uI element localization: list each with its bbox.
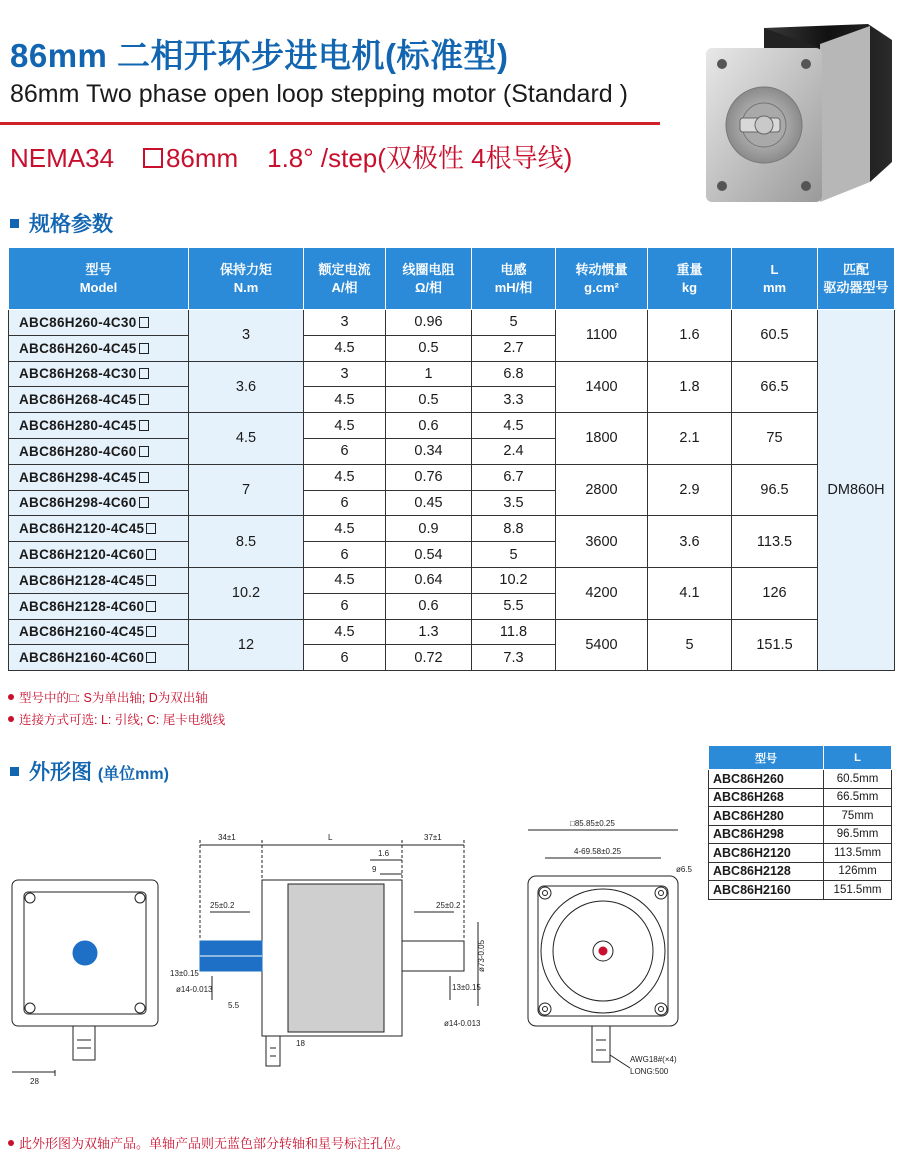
- model-cell: ABC86H280-4C45: [9, 413, 189, 439]
- spec-cell: 0.96: [386, 310, 472, 336]
- spec-cell: 4200: [556, 567, 648, 619]
- model-cell: ABC86H298-4C45: [9, 464, 189, 490]
- spec-cell: 4.5: [304, 335, 386, 361]
- spec-header-col: 额定电流 A/相: [304, 248, 386, 310]
- dim-73: ø73-0.05: [477, 939, 486, 972]
- spec-cell: 0.9: [386, 516, 472, 542]
- length-value: 113.5mm: [824, 844, 892, 863]
- spec-cell: 4.5: [472, 413, 556, 439]
- length-model: ABC86H268: [709, 788, 824, 807]
- spec-cell: 2.9: [648, 464, 732, 516]
- spec-cell: 6.8: [472, 361, 556, 387]
- spec-cell: 3: [304, 361, 386, 387]
- spec-cell: 4.5: [304, 413, 386, 439]
- dim-6-5: ø6.5: [676, 865, 693, 874]
- spec-cell: 0.76: [386, 464, 472, 490]
- spec-cell: 1: [386, 361, 472, 387]
- spec-cell: 1.3: [386, 619, 472, 645]
- footer-note: 此外形图为双轴产品。单轴产品则无蓝色部分转轴和星号标注孔位。: [8, 1133, 409, 1152]
- dim-85-85: □85.85±0.25: [570, 819, 615, 828]
- length-value: 151.5mm: [824, 881, 892, 900]
- spec-cell: 0.6: [386, 413, 472, 439]
- dim-1-6: 1.6: [378, 849, 390, 858]
- model-cell: ABC86H260-4C30: [9, 310, 189, 336]
- spec-nema: NEMA34: [10, 143, 115, 173]
- table-row: [9, 464, 895, 490]
- dim-13-left: 13±0.15: [170, 969, 199, 978]
- spec-header-col: 电感 mH/相: [472, 248, 556, 310]
- dim-34: 34±1: [218, 833, 236, 842]
- spec-cell: 3: [189, 310, 304, 362]
- spec-cell: 4.5: [304, 619, 386, 645]
- model-cell: ABC86H2128-4C45: [9, 567, 189, 593]
- bullet-icon: [8, 694, 14, 700]
- spec-cell: 3600: [556, 516, 648, 568]
- length-table-header-model: 型号: [709, 746, 824, 770]
- spec-cell: 0.45: [386, 490, 472, 516]
- spec-cell: DM860H: [818, 310, 895, 671]
- spec-table-header: [9, 248, 895, 310]
- table-row: [9, 516, 895, 542]
- spec-cell: 3.3: [472, 387, 556, 413]
- length-value: 96.5mm: [824, 825, 892, 844]
- spec-cell: 151.5: [732, 619, 818, 671]
- spec-cell: 4.1: [648, 567, 732, 619]
- length-table-header-l: L: [824, 746, 892, 770]
- option-box-icon: [139, 368, 149, 379]
- square-icon: [143, 148, 163, 168]
- motor-photo: [702, 22, 894, 208]
- spec-cell: 1400: [556, 361, 648, 413]
- length-model: ABC86H260: [709, 770, 824, 789]
- page-title-en: 86mm Two phase open loop stepping motor (Standard ): [10, 80, 628, 108]
- option-box-icon: [139, 446, 149, 457]
- spec-cell: 6: [304, 438, 386, 464]
- spec-cell: 8.8: [472, 516, 556, 542]
- dim-69-58: 4-69.58±0.25: [574, 847, 622, 856]
- spec-header-col: 型号 Model: [9, 248, 189, 310]
- table-row: [9, 413, 895, 439]
- spec-size: 86mm: [165, 143, 239, 173]
- spec-cell: 1100: [556, 310, 648, 362]
- spec-cell: 4.5: [304, 387, 386, 413]
- length-model: ABC86H2120: [709, 844, 824, 863]
- dim-37: 37±1: [424, 833, 442, 842]
- section-specs-title: 规格参数: [10, 208, 113, 238]
- section-bullet: [10, 219, 19, 228]
- option-box-icon: [146, 652, 156, 663]
- dim-25-left: 25±0.2: [210, 901, 235, 910]
- spec-cell: 113.5: [732, 516, 818, 568]
- option-box-icon: [146, 523, 156, 534]
- length-value: 66.5mm: [824, 788, 892, 807]
- spec-cell: 66.5: [732, 361, 818, 413]
- length-value: 126mm: [824, 862, 892, 881]
- section-bullet: [10, 767, 19, 776]
- spec-cell: 4.5: [304, 567, 386, 593]
- dim-5-5: 5.5: [228, 1001, 240, 1010]
- spec-cell: 96.5: [732, 464, 818, 516]
- dim-13-right: 13±0.15: [452, 983, 481, 992]
- spec-header-col: 匹配 驱动器型号: [818, 248, 895, 310]
- dim-28: 28: [30, 1077, 39, 1086]
- length-model: ABC86H2128: [709, 862, 824, 881]
- table-row: [9, 567, 895, 593]
- table-row: [9, 619, 895, 645]
- section-outline-title: 外形图 (单位mm): [10, 756, 169, 786]
- spec-header-col: L mm: [732, 248, 818, 310]
- dim-9: 9: [372, 865, 377, 874]
- spec-cell: 11.8: [472, 619, 556, 645]
- spec-cell: 0.5: [386, 335, 472, 361]
- outline-drawing: [0, 800, 900, 1100]
- spec-cell: 8.5: [189, 516, 304, 568]
- wire-length: LONG:500: [630, 1067, 669, 1076]
- spec-cell: 2.7: [472, 335, 556, 361]
- spec-header-col: 线圈电阻 Ω/相: [386, 248, 472, 310]
- option-box-icon: [146, 575, 156, 586]
- model-cell: ABC86H260-4C45: [9, 335, 189, 361]
- spec-cell: 4.5: [189, 413, 304, 465]
- dim-18: 18: [296, 1039, 305, 1048]
- spec-cell: 75: [732, 413, 818, 465]
- model-cell: ABC86H2160-4C45: [9, 619, 189, 645]
- length-model: ABC86H2160: [709, 881, 824, 900]
- model-cell: ABC86H268-4C30: [9, 361, 189, 387]
- dim-25-right: 25±0.2: [436, 901, 461, 910]
- spec-cell: 1.8: [648, 361, 732, 413]
- bullet-icon: [8, 716, 14, 722]
- spec-cell: 7: [189, 464, 304, 516]
- spec-cell: 0.64: [386, 567, 472, 593]
- spec-cell: 5: [648, 619, 732, 671]
- spec-cell: 2.4: [472, 438, 556, 464]
- model-cell: ABC86H268-4C45: [9, 387, 189, 413]
- spec-cell: 3: [304, 310, 386, 336]
- option-box-icon: [139, 420, 149, 431]
- spec-cell: 3.5: [472, 490, 556, 516]
- length-model: ABC86H298: [709, 825, 824, 844]
- page-title-cn: 86mm 二相开环步进电机(标准型): [10, 37, 509, 74]
- model-cell: ABC86H2128-4C60: [9, 593, 189, 619]
- model-cell: ABC86H280-4C60: [9, 438, 189, 464]
- spec-cell: 2.1: [648, 413, 732, 465]
- spec-cell: 6.7: [472, 464, 556, 490]
- option-box-icon: [139, 317, 149, 328]
- note-shaft: 型号中的□: S为单出轴; D为双出轴: [8, 688, 208, 706]
- spec-cell: 6: [304, 542, 386, 568]
- spec-cell: 0.34: [386, 438, 472, 464]
- spec-line: [10, 138, 572, 175]
- spec-cell: 12: [189, 619, 304, 671]
- model-cell: ABC86H298-4C60: [9, 490, 189, 516]
- spec-cell: 0.5: [386, 387, 472, 413]
- spec-header-col: 保持力矩 N.m: [189, 248, 304, 310]
- option-box-icon: [139, 343, 149, 354]
- dim-L: L: [328, 833, 333, 842]
- spec-cell: 126: [732, 567, 818, 619]
- table-row: [9, 310, 895, 336]
- spec-header-col: 重量 kg: [648, 248, 732, 310]
- option-box-icon: [139, 497, 149, 508]
- spec-cell: 5.5: [472, 593, 556, 619]
- spec-cell: 10.2: [189, 567, 304, 619]
- option-box-icon: [146, 549, 156, 560]
- spec-cell: 4.5: [304, 464, 386, 490]
- spec-cell: 1800: [556, 413, 648, 465]
- title-divider: [0, 122, 660, 125]
- wire-awg: AWG18#(×4): [630, 1055, 677, 1064]
- length-value: 60.5mm: [824, 770, 892, 789]
- spec-cell: 10.2: [472, 567, 556, 593]
- length-model: ABC86H280: [709, 807, 824, 826]
- spec-cell: 6: [304, 645, 386, 671]
- spec-cell: 2800: [556, 464, 648, 516]
- spec-cell: 3.6: [189, 361, 304, 413]
- spec-table: [8, 247, 895, 671]
- spec-cell: 0.6: [386, 593, 472, 619]
- spec-header-col: 转动惯量 g.cm²: [556, 248, 648, 310]
- model-cell: ABC86H2120-4C60: [9, 542, 189, 568]
- spec-cell: 5: [472, 310, 556, 336]
- spec-cell: 0.54: [386, 542, 472, 568]
- spec-cell: 4.5: [304, 516, 386, 542]
- spec-cell: 5400: [556, 619, 648, 671]
- length-value: 75mm: [824, 807, 892, 826]
- option-box-icon: [146, 626, 156, 637]
- spec-table-body: [9, 310, 895, 671]
- spec-cell: 6: [304, 490, 386, 516]
- model-cell: ABC86H2160-4C60: [9, 645, 189, 671]
- option-box-icon: [139, 394, 149, 405]
- spec-cell: 5: [472, 542, 556, 568]
- note-connection: 连接方式可选: L: 引线; C: 尾卡电缆线: [8, 710, 225, 728]
- spec-cell: 7.3: [472, 645, 556, 671]
- model-cell: ABC86H2120-4C45: [9, 516, 189, 542]
- spec-step: 1.8° /step(双极性 4根导线): [267, 143, 573, 173]
- dim-14-left: ø14-0.013: [176, 985, 213, 994]
- spec-cell: 60.5: [732, 310, 818, 362]
- spec-cell: 1.6: [648, 310, 732, 362]
- spec-cell: 6: [304, 593, 386, 619]
- option-box-icon: [146, 601, 156, 612]
- bullet-icon: [8, 1140, 14, 1146]
- option-box-icon: [139, 472, 149, 483]
- spec-cell: 3.6: [648, 516, 732, 568]
- spec-cell: 0.72: [386, 645, 472, 671]
- dim-14-right: ø14-0.013: [444, 1019, 481, 1028]
- table-row: [709, 770, 892, 789]
- table-row: [9, 361, 895, 387]
